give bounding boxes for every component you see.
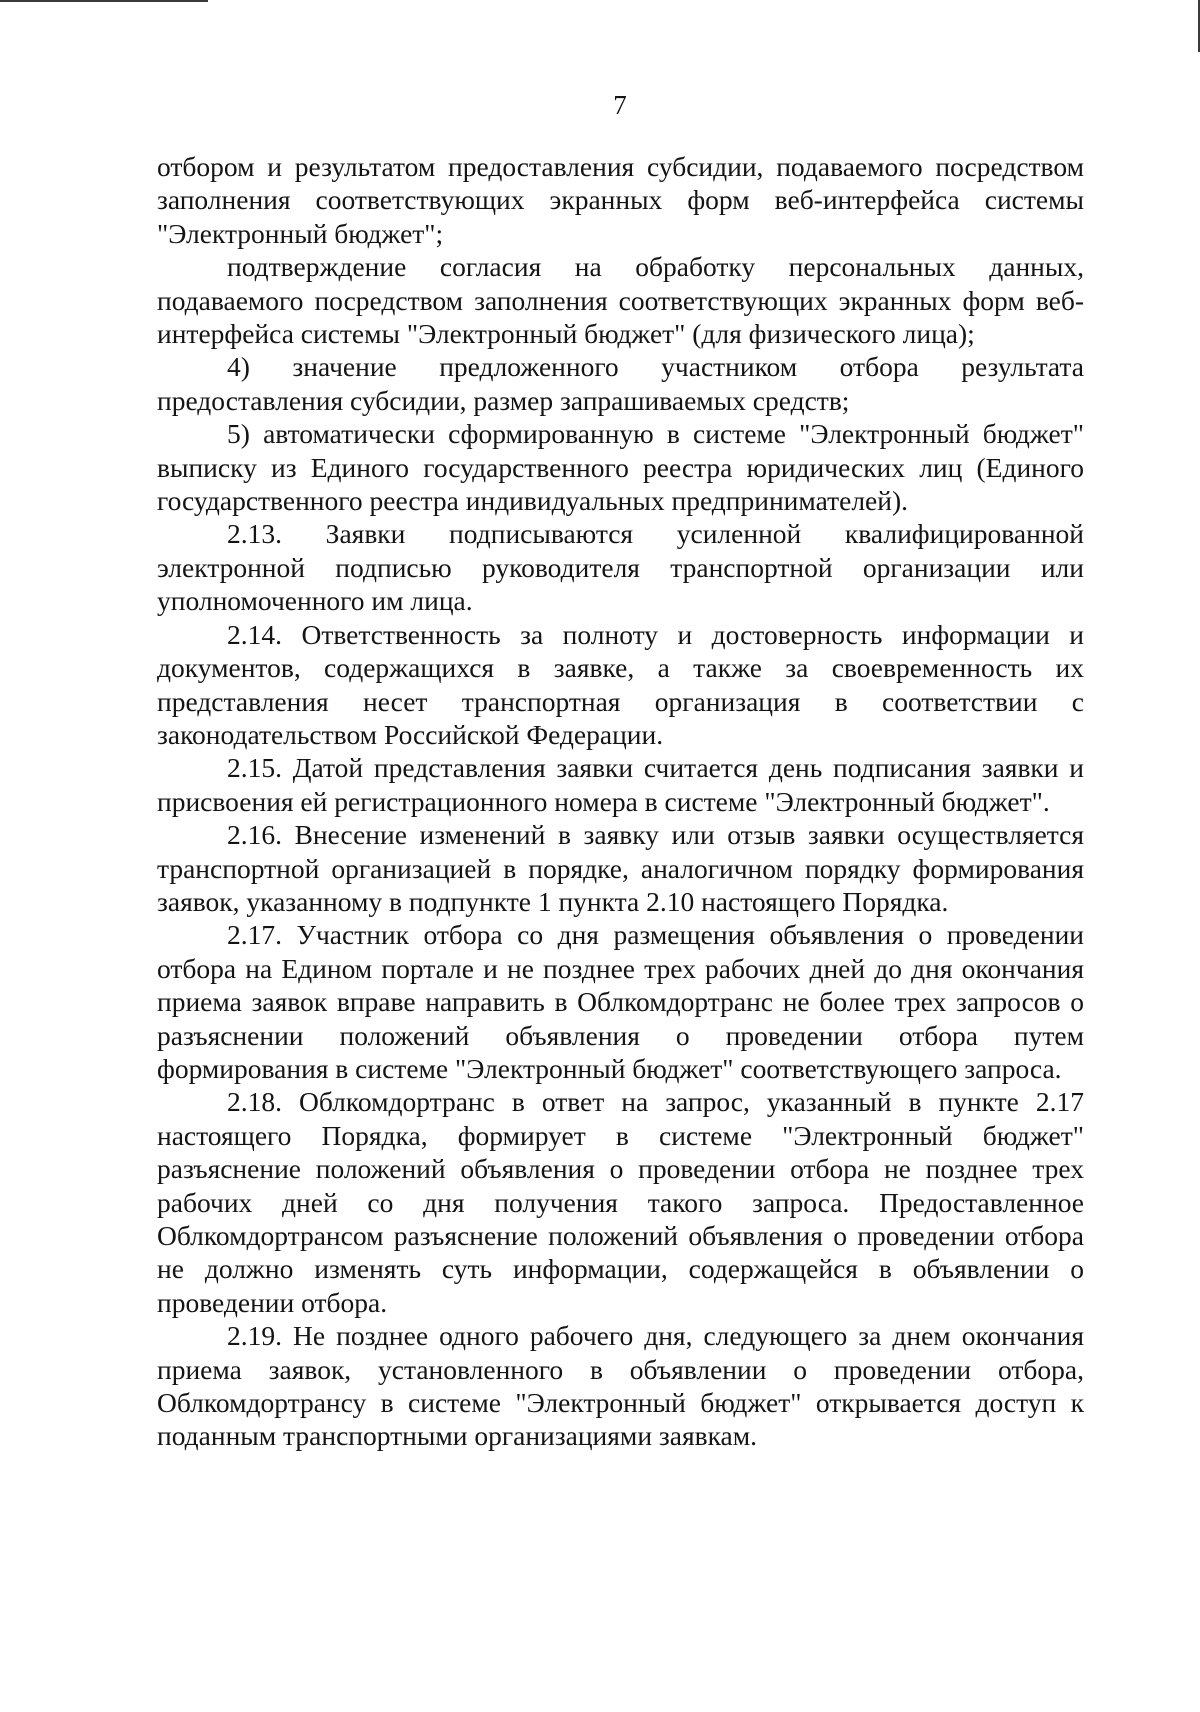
paragraph-item-4: 4) значение предложенного участником отбора результата предоставления субсидии, размер запрашиваемых средств; [157, 351, 1084, 416]
paragraph-2-18: 2.18. Облкомдортранс в ответ на запрос, указанный в пункте 2.17 настоящего Порядка, формирует в системе "Электронный бюджет" разъяснение положений объявления о проведении отбора не позднее трех рабочих дней со дня получения такого запроса. Предоставленное Облкомдортрансом разъяснение положений объявления о проведении отбора не должно изменять суть информации, содержащейся в объявлении о проведении отбора. [157, 1086, 1084, 1318]
paragraph-2-16: 2.16. Внесение изменений в заявку или отзыв заявки осуществляется транспортной организацией в порядке, аналогичном порядку формирования заявок, указанному в подпункте 1 пункта 2.10 настоящего Порядка. [157, 819, 1084, 917]
paragraph-2-17: 2.17. Участник отбора со дня размещения объявления о проведении отбора на Едином портале и не позднее трех рабочих дней до дня окончания приема заявок вправе направить в Облкомдортранс не более трех запросов о разъяснении положений объявления о проведении отбора путем формирования в системе "Электронный бюджет" соответствующего запроса. [157, 919, 1084, 1084]
paragraph-2-13: 2.13. Заявки подписываются усиленной квалифицированной электронной подписью руководителя транспортной организации или уполномоченного им лица. [157, 518, 1084, 617]
page-number: 7 [613, 90, 627, 120]
paragraph-2-14: 2.14. Ответственность за полноту и достоверность информации и документов, содержащихся в заявке, а также за своевременность их представления несет транспортная организация в соответствии с законодательством Российской Федерации. [157, 618, 1084, 750]
paragraph-2-15: 2.15. Датой представления заявки считается день подписания заявки и присвоения ей регистрационного номера в системе "Электронный бюджет". [157, 752, 1084, 817]
paragraph-consent: подтверждение согласия на обработку персональных данных, подаваемого посредством заполнения соответствующих экранных форм веб-интерфейса системы "Электронный бюджет" (для физического лица); [157, 251, 1084, 350]
scan-edge-top [0, 0, 208, 2]
document-body [157, 150, 1084, 1453]
paragraph-2-19: 2.19. Не позднее одного рабочего дня, следующего за днем окончания приема заявок, установленного в объявлении о проведении отбора, Облкомдортрансу в системе "Электронный бюджет" открывается доступ к поданным транспортными организациями заявкам. [157, 1320, 1084, 1452]
paragraph-continuation: отбором и результатом предоставления субсидии, подаваемого посредством заполнения соответствующих экранных форм веб-интерфейса системы "Электронный бюджет"; [157, 151, 1084, 249]
paragraph-item-5: 5) автоматически сформированную в системе "Электронный бюджет" выписку из Единого государственного реестра юридических лиц (Единого государственного реестра индивидуальных предпринимателей). [157, 418, 1084, 517]
